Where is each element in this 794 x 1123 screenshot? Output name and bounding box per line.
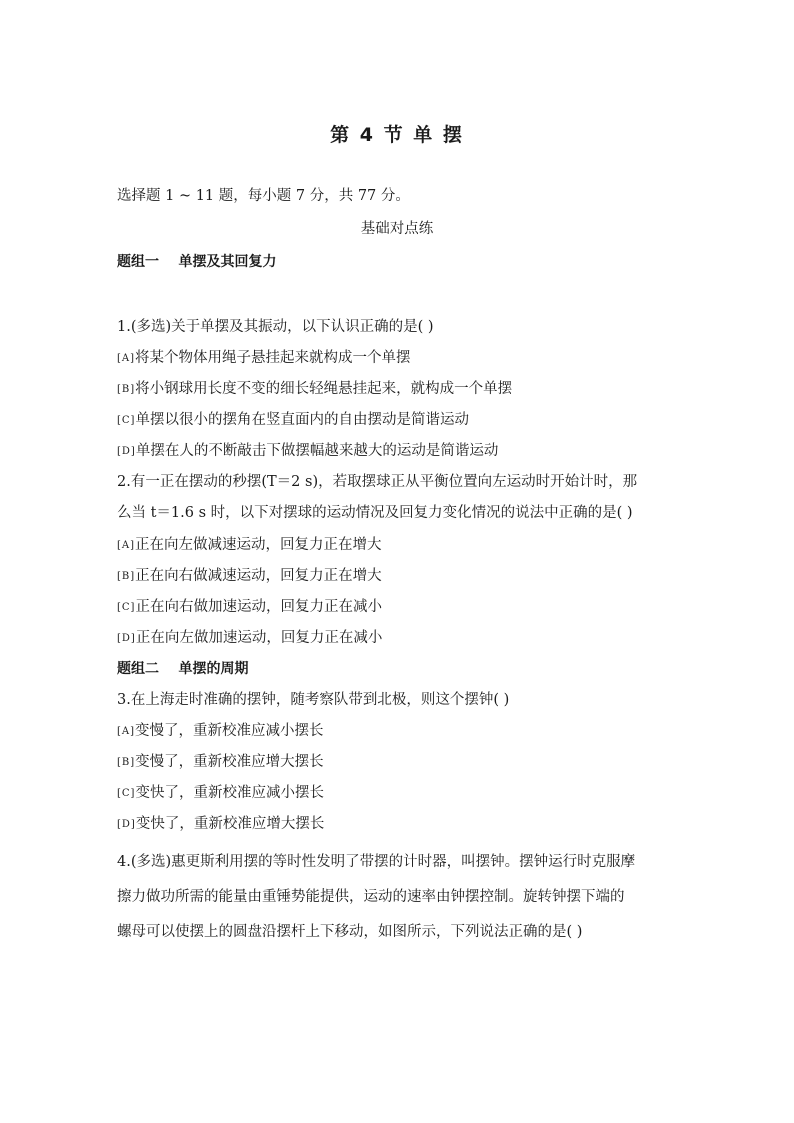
option-tag: [A] bbox=[117, 726, 136, 737]
question-1-option-b bbox=[117, 379, 512, 400]
group-label: 题组二 bbox=[117, 661, 159, 677]
intro-text: 选择题 1 ~ 11 题，每小题 7 分，共 77 分。 bbox=[117, 188, 410, 204]
question-4-stem-line-3: 螺母可以使摆上的圆盘沿摆杆上下移动，如图所示，下列说法正确的是( ) bbox=[117, 924, 583, 940]
option-text: 变慢了，重新校准应减小摆长 bbox=[135, 723, 324, 739]
option-tag: [D] bbox=[117, 633, 136, 644]
option-text: 变快了，重新校准应增大摆长 bbox=[135, 816, 325, 832]
question-1-stem: 1.(多选)关于单摆及其振动，以下认识正确的是( ) bbox=[117, 319, 434, 335]
option-text: 变慢了，重新校准应增大摆长 bbox=[135, 754, 324, 770]
question-2-option-a bbox=[117, 535, 382, 556]
question-2-stem-line-2: 么当 t＝1.6 s 时，以下对摆球的运动情况及回复力变化情况的说法中正确的是( ) bbox=[117, 505, 633, 521]
group-label: 题组一 bbox=[117, 254, 159, 270]
option-tag: [C] bbox=[117, 602, 136, 613]
option-text: 变快了，重新校准应减小摆长 bbox=[135, 785, 324, 801]
group-title: 单摆及其回复力 bbox=[178, 254, 277, 270]
option-text: 单摆以很小的摆角在竖直面内的自由摆动是简谐运动 bbox=[135, 412, 469, 428]
section-heading: 基础对点练 bbox=[360, 221, 434, 237]
question-3-stem: 3.在上海走时准确的摆钟，随考察队带到北极，则这个摆钟( ) bbox=[117, 692, 510, 708]
question-3-option-d bbox=[117, 814, 324, 835]
option-text: 正在向左做减速运动，回复力正在增大 bbox=[135, 537, 382, 553]
question-4-stem-line-1: 4.(多选)惠更斯利用摆的等时性发明了带摆的计时器，叫摆钟。摆钟运行时克服摩 bbox=[117, 854, 636, 870]
option-tag: [D] bbox=[117, 819, 136, 830]
question-1-option-a bbox=[117, 348, 411, 369]
question-3-option-a bbox=[117, 721, 324, 742]
question-2-stem-line-1: 2.有一正在摆动的秒摆(T＝2 s)，若取摆球正从平衡位置向左运动时开始计时，那 bbox=[117, 474, 638, 490]
option-tag: [C] bbox=[117, 415, 136, 426]
option-tag: [B] bbox=[117, 757, 136, 768]
option-tag: [D] bbox=[117, 446, 136, 457]
question-3-option-c bbox=[117, 783, 324, 804]
group-heading-1 bbox=[117, 252, 277, 272]
option-text: 将某个物体用绳子悬挂起来就构成一个单摆 bbox=[135, 350, 411, 366]
question-3-option-b bbox=[117, 752, 324, 773]
page-title: 第 4 节 单 摆 bbox=[330, 124, 464, 146]
question-1-option-c bbox=[117, 410, 469, 431]
option-tag: [B] bbox=[117, 571, 136, 582]
question-1-option-d bbox=[117, 441, 498, 462]
option-text: 正在向左做加速运动，回复力正在减小 bbox=[135, 630, 383, 646]
group-heading-2 bbox=[117, 659, 249, 679]
question-2-option-d bbox=[117, 628, 382, 649]
option-tag: [A] bbox=[117, 353, 136, 364]
option-text: 正在向右做减速运动，回复力正在增大 bbox=[135, 568, 382, 584]
group-title: 单摆的周期 bbox=[178, 661, 249, 677]
option-tag: [C] bbox=[117, 788, 136, 799]
option-tag: [B] bbox=[117, 384, 136, 395]
option-text: 单摆在人的不断敲击下做摆幅越来越大的运动是简谐运动 bbox=[135, 443, 499, 459]
question-2-option-c bbox=[117, 597, 382, 618]
option-text: 将小钢球用长度不变的细长轻绳悬挂起来，就构成一个单摆 bbox=[135, 381, 513, 397]
option-tag: [A] bbox=[117, 540, 136, 551]
option-text: 正在向右做加速运动，回复力正在减小 bbox=[135, 599, 382, 615]
question-4-stem-line-2: 擦力做功所需的能量由重锤势能提供，运动的速率由钟摆控制。旋转钟摆下端的 bbox=[117, 889, 625, 905]
question-2-option-b bbox=[117, 566, 382, 587]
